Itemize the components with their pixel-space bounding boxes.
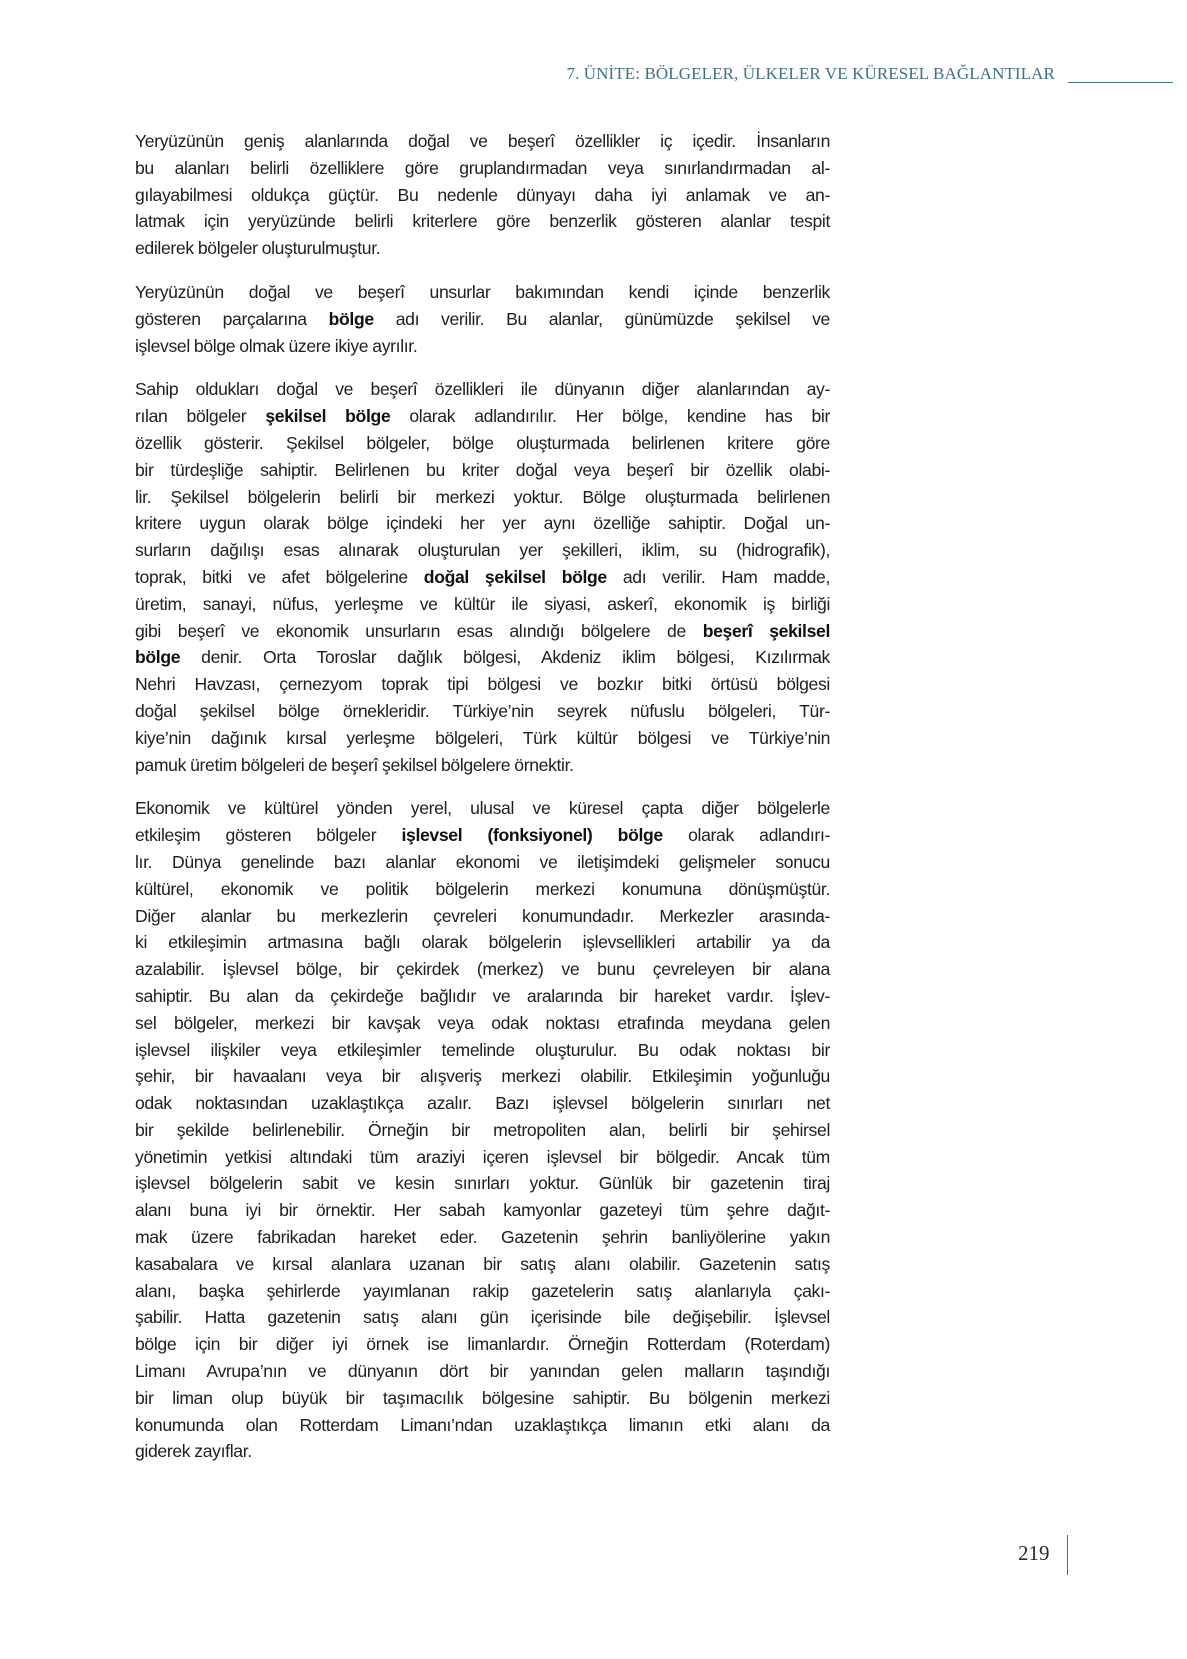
text-segment: bölge için bir diğer iyi örnek ise limanlardır. Örneğin Rotterdam (Roterdam) bbox=[135, 1334, 830, 1355]
text-line bbox=[135, 1144, 830, 1171]
text-line bbox=[135, 376, 830, 403]
text-line bbox=[135, 1170, 830, 1197]
text-line bbox=[135, 484, 830, 511]
text-line bbox=[135, 279, 830, 306]
text-segment: bir türdeşliğe sahiptir. Belirlenen bu kriter doğal veya beşerî bir özellik olabi- bbox=[135, 459, 830, 480]
text-segment: Diğer alanlar bu merkezlerin çevreleri konumundadır. Merkezler arasında- bbox=[135, 905, 830, 926]
text-segment: giderek zayıflar. bbox=[135, 1441, 252, 1462]
text-line bbox=[135, 1358, 830, 1385]
text-line bbox=[135, 795, 830, 822]
text-line bbox=[135, 1304, 830, 1331]
text-segment: gibi beşerî ve ekonomik unsurların esas alındığı bölgelere de bbox=[135, 620, 703, 641]
text-line bbox=[135, 752, 830, 779]
text-segment: denir. Orta Toroslar dağlık bölgesi, Akdeniz iklim bölgesi, Kızılırmak bbox=[180, 647, 830, 668]
bold-term: şekilsel bölge bbox=[265, 406, 391, 427]
text-segment: bir liman olup büyük bir taşımacılık bölgesine sahiptir. Bu bölgenin merkezi bbox=[135, 1387, 830, 1408]
text-line bbox=[135, 983, 830, 1010]
text-segment: Yeryüzünün geniş alanlarında doğal ve beşerî özellikler iç içedir. İnsanların bbox=[135, 131, 830, 151]
text-segment: işlevsel bölgelerin sabit ve kesin sınırları yoktur. Günlük bir gazetenin tiraj bbox=[135, 1173, 830, 1194]
bold-term: bölge bbox=[328, 308, 374, 329]
bold-term: bölge bbox=[135, 647, 181, 668]
text-line bbox=[135, 1090, 830, 1117]
page-number-divider bbox=[1067, 1535, 1068, 1575]
text-segment: sahiptir. Bu alan da çekirdeğe bağlıdır ve aralarında bir hareket vardır. İşlev- bbox=[135, 985, 830, 1006]
text-segment: özellik gösterir. Şekilsel bölgeler, bölge oluşturmada belirlenen kritere göre bbox=[135, 432, 830, 453]
text-segment: latmak için yeryüzünde belirli kriterlere göre benzerlik gösteren alanlar tespit bbox=[135, 211, 830, 232]
text-segment: mak üzere fabrikadan hareket eder. Gazetenin şehrin banliyölerine yakın bbox=[135, 1227, 830, 1248]
text-segment: doğal şekilsel bölge örnekleridir. Türkiye’nin seyrek nüfuslu bölgeleri, Tür- bbox=[135, 700, 830, 721]
paragraph bbox=[135, 795, 830, 1465]
text-line bbox=[135, 1438, 830, 1465]
text-segment: Yeryüzünün doğal ve beşerî unsurlar bakımından kendi içinde benzerlik bbox=[135, 281, 830, 302]
text-line bbox=[135, 1010, 830, 1037]
text-line bbox=[135, 208, 830, 235]
text-segment: adı verilir. Bu alanlar, günümüzde şekilsel ve bbox=[373, 308, 830, 329]
text-line bbox=[135, 306, 830, 333]
text-segment: odak noktasından uzaklaştıkça azalır. Bazı işlevsel bölgelerin sınırları net bbox=[135, 1093, 830, 1114]
paragraph bbox=[135, 128, 830, 262]
text-segment: kiye’nin dağınık kırsal yerleşme bölgeleri, Türk kültür bölgesi ve Türkiye’nin bbox=[135, 727, 830, 748]
text-line bbox=[135, 1117, 830, 1144]
text-line bbox=[135, 698, 830, 725]
text-line bbox=[135, 876, 830, 903]
text-segment: lır. Dünya genelinde bazı alanlar ekonomi ve iletişimdeki gelişmeler sonucu bbox=[135, 851, 830, 872]
text-segment: yönetimin yetkisi altındaki tüm araziyi içeren işlevsel bir bölgedir. Ancak tüm bbox=[135, 1146, 830, 1167]
text-segment: olarak adlandırılır. Her bölge, kendine has bir bbox=[390, 406, 830, 427]
text-segment: Limanı Avrupa’nın ve dünyanın dört bir yanından gelen malların taşındığı bbox=[135, 1361, 830, 1382]
paragraph bbox=[135, 279, 830, 359]
text-line bbox=[135, 1063, 830, 1090]
text-segment: şabilir. Hatta gazetenin satış alanı gün içerisinde bile değişebilir. İşlevsel bbox=[135, 1307, 830, 1328]
text-line bbox=[135, 903, 830, 930]
text-segment: lir. Şekilsel bölgelerin belirli bir merkezi yoktur. Bölge oluşturmada belirlenen bbox=[135, 486, 830, 507]
text-line bbox=[135, 564, 830, 591]
text-line bbox=[135, 457, 830, 484]
text-line bbox=[135, 1197, 830, 1224]
text-segment: üretim, sanayi, nüfus, yerleşme ve kültür ile siyasi, askerî, ekonomik iş birliği bbox=[135, 593, 830, 614]
text-segment: alanı buna iyi bir örnektir. Her sabah kamyonlar gazeteyi tüm şehre dağıt- bbox=[135, 1200, 830, 1221]
bold-term: doğal şekilsel bölge bbox=[423, 566, 607, 587]
text-segment: sel bölgeler, merkezi bir kavşak veya odak noktası etrafında meydana gelen bbox=[135, 1012, 830, 1033]
page-number: 219 bbox=[1018, 1541, 1050, 1565]
text-line bbox=[135, 1278, 830, 1305]
text-segment: şehir, bir havaalanı veya bir alışveriş merkezi olabilir. Etkileşimin yoğunluğu bbox=[135, 1066, 830, 1087]
text-segment: etkileşim gösteren bölgeler bbox=[135, 825, 402, 846]
text-line bbox=[135, 644, 830, 671]
paragraph bbox=[135, 376, 830, 778]
text-segment: gösteren parçalarına bbox=[135, 308, 329, 329]
text-segment: ki etkileşimin artmasına bağlı olarak bölgelerin işlevsellikleri artabilir ya da bbox=[135, 932, 830, 953]
text-segment: adı verilir. Ham madde, bbox=[606, 566, 830, 587]
text-segment: Sahip oldukları doğal ve beşerî özellikleri ile dünyanın diğer alanlarından ay- bbox=[135, 379, 830, 400]
text-line bbox=[135, 822, 830, 849]
text-line bbox=[135, 929, 830, 956]
text-line bbox=[135, 537, 830, 564]
text-line bbox=[135, 849, 830, 876]
text-line bbox=[135, 671, 830, 698]
text-line bbox=[135, 1385, 830, 1412]
text-line bbox=[135, 1037, 830, 1064]
text-line bbox=[135, 1251, 830, 1278]
body-text bbox=[135, 128, 830, 1482]
text-line bbox=[135, 1331, 830, 1358]
header-divider bbox=[1068, 82, 1173, 83]
text-segment: işlevsel ilişkiler veya etkileşimler temelinde oluşturulur. Bu odak noktası bir bbox=[135, 1039, 830, 1060]
text-segment: azalabilir. İşlevsel bölge, bir çekirdek (merkez) ve bunu çevreleyen bir alana bbox=[135, 959, 830, 980]
text-segment: konumunda olan Rotterdam Limanı’ndan uzaklaştıkça limanın etki alanı da bbox=[135, 1414, 830, 1435]
text-line bbox=[135, 618, 830, 645]
text-segment: bu alanları belirli özelliklere göre gruplandırmadan veya sınırlandırmadan al- bbox=[135, 157, 830, 178]
text-segment: Nehri Havzası, çernezyom toprak tipi bölgesi ve bozkır bitki örtüsü bölgesi bbox=[135, 674, 830, 695]
text-segment: gılayabilmesi oldukça güçtür. Bu nedenle dünyayı daha iyi anlamak ve an- bbox=[135, 184, 830, 205]
text-line bbox=[135, 510, 830, 537]
text-line bbox=[135, 128, 830, 155]
text-line bbox=[135, 956, 830, 983]
chapter-header: 7. ÜNİTE: BÖLGELER, ÜLKELER VE KÜRESEL BAĞLANTILAR bbox=[566, 64, 1055, 83]
text-segment: surların dağılışı esas alınarak oluşturulan yer şekilleri, iklim, su (hidrografik), bbox=[135, 540, 830, 561]
text-segment: kasabalara ve kırsal alanlara uzanan bir satış alanı olabilir. Gazetenin satış bbox=[135, 1253, 830, 1274]
text-line bbox=[135, 182, 830, 209]
bold-term: işlevsel (fonksiyonel) bölge bbox=[401, 825, 663, 846]
text-segment: edilerek bölgeler oluşturulmuştur. bbox=[135, 238, 381, 259]
text-segment: olarak adlandırı- bbox=[662, 825, 830, 846]
text-line bbox=[135, 1412, 830, 1439]
text-segment: işlevsel bölge olmak üzere ikiye ayrılır. bbox=[135, 335, 418, 356]
text-segment: kültürel, ekonomik ve politik bölgelerin merkezi konumuna dönüşmüştür. bbox=[135, 878, 830, 899]
text-line bbox=[135, 430, 830, 457]
text-segment: toprak, bitki ve afet bölgelerine bbox=[135, 566, 424, 587]
text-line bbox=[135, 155, 830, 182]
text-line bbox=[135, 591, 830, 618]
text-line bbox=[135, 235, 830, 262]
text-segment: bir şekilde belirlenebilir. Örneğin bir metropoliten alan, belirli bir şehirsel bbox=[135, 1119, 830, 1140]
text-line bbox=[135, 1224, 830, 1251]
text-segment: alanı, başka şehirlerde yayımlanan rakip gazetelerin satış alanlarıyla çakı- bbox=[135, 1280, 830, 1301]
bold-term: beşerî şekilsel bbox=[702, 620, 830, 641]
text-line bbox=[135, 333, 830, 360]
text-segment: rılan bölgeler bbox=[135, 406, 266, 427]
text-line bbox=[135, 725, 830, 752]
text-segment: Ekonomik ve kültürel yönden yerel, ulusal ve küresel çapta diğer bölgelerle bbox=[135, 798, 830, 819]
text-segment: kritere uygun olarak bölge içindeki her yer aynı özelliğe sahiptir. Doğal un- bbox=[135, 513, 830, 534]
text-segment: pamuk üretim bölgeleri de beşerî şekilsel bölgelere örnektir. bbox=[135, 754, 574, 775]
text-line bbox=[135, 403, 830, 430]
